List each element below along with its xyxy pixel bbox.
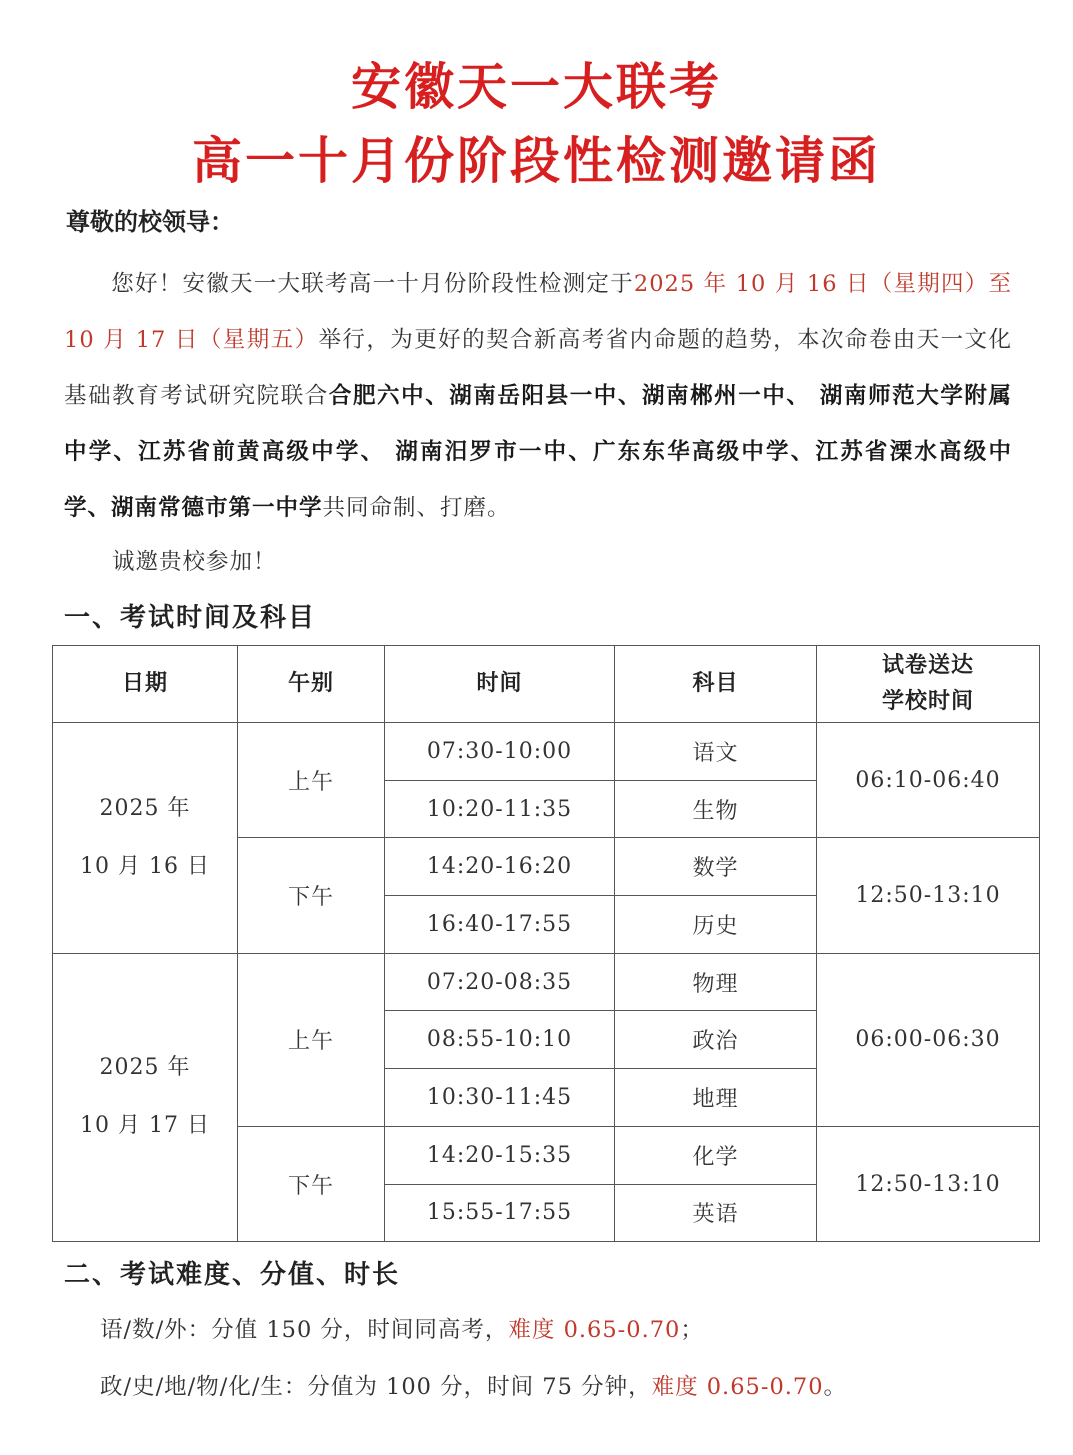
exam-time: 15:55-17:55 [385, 1184, 615, 1242]
day1-am: 上午 [238, 723, 385, 838]
table-row [53, 723, 1040, 781]
exam-subject: 生物 [615, 780, 817, 838]
salutation: 尊敬的校领导： [66, 208, 234, 236]
day2-pm: 下午 [238, 1126, 385, 1241]
exam-time: 10:20-11:35 [385, 780, 615, 838]
intro-text-3: 共同命制、打磨。 [322, 495, 511, 521]
exam-subject: 英语 [615, 1184, 817, 1242]
day2-date [53, 953, 238, 1241]
title-line-2: 高一十月份阶段性检测邀请函 [192, 132, 881, 190]
exam-schedule-table [52, 645, 1040, 1242]
header-delivery [817, 646, 1040, 723]
other-subjects-line [100, 1367, 847, 1407]
section-1-heading: 一、考试时间及科目 [64, 603, 317, 633]
other-subjects-difficulty: 难度 0.65-0.70 [651, 1374, 824, 1400]
day2-am-delivery: 06:00-06:30 [817, 953, 1040, 1126]
main-subjects-text: 语/数/外：分值 150 分，时间同高考， [100, 1317, 509, 1343]
exam-time: 14:20-16:20 [385, 838, 615, 896]
exam-subject: 语文 [615, 723, 817, 781]
partner-schools: 合肥六中、湖南岳阳县一中、湖南郴州一中、 湖南师范大学附属中学、江苏省前黄高级中学、 湖南汨罗市一中、广东东华高级中学、江苏省溧水高级中学、湖南常德市第一中学 [64, 383, 1012, 521]
header-time: 时间 [385, 646, 615, 723]
main-subjects-line [100, 1310, 704, 1350]
day1-pm: 下午 [238, 838, 385, 953]
day2-am: 上午 [238, 953, 385, 1126]
table-header-row [53, 646, 1040, 723]
header-delivery-line-2: 学校时间 [881, 689, 974, 714]
day1-date-day: 10 月 16 日 [80, 853, 210, 879]
intro-text-1: 您好！安徽天一大联考高一十月份阶段性检测定于 [111, 271, 634, 297]
exam-subject: 物理 [615, 953, 817, 1011]
exam-subject: 地理 [615, 1069, 817, 1127]
other-subjects-text: 政/史/地/物/化/生：分值为 100 分，时间 75 分钟， [100, 1374, 652, 1400]
day1-pm-delivery: 12:50-13:10 [817, 838, 1040, 953]
exam-time: 14:20-15:35 [385, 1126, 615, 1184]
intro-paragraph [64, 256, 1012, 536]
day2-date-day: 10 月 17 日 [80, 1113, 210, 1139]
header-subject: 科目 [615, 646, 817, 723]
exam-date-range: 2025 年 10 月 16 日（星期四）至 10 月 17 日（星期五） [64, 271, 1012, 353]
day1-date [53, 723, 238, 954]
header-period: 午别 [238, 646, 385, 723]
exam-time: 16:40-17:55 [385, 896, 615, 954]
title-line-1: 安徽天一大联考 [351, 58, 722, 116]
exam-subject: 政治 [615, 1011, 817, 1069]
exam-subject: 化学 [615, 1126, 817, 1184]
section-2-heading: 二、考试难度、分值、时长 [64, 1260, 401, 1290]
day1-am-delivery: 06:10-06:40 [817, 723, 1040, 838]
intro-text-2: 举行，为更好的契合新高考省内命题的趋势，本次命卷由天一文化基础教育考试研究院联合 [64, 327, 1012, 409]
exam-time: 07:30-10:00 [385, 723, 615, 781]
table-row [53, 953, 1040, 1011]
header-date: 日期 [53, 646, 238, 723]
main-subjects-difficulty: 难度 0.65-0.70 [508, 1317, 681, 1343]
main-subjects-end: ； [680, 1317, 704, 1343]
exam-time: 07:20-08:35 [385, 953, 615, 1011]
exam-time: 08:55-10:10 [385, 1011, 615, 1069]
header-delivery-line-1: 试卷送达 [881, 653, 974, 678]
other-subjects-end: 。 [823, 1374, 848, 1400]
day2-date-year: 2025 年 [99, 1055, 191, 1081]
exam-time: 10:30-11:45 [385, 1069, 615, 1127]
day1-date-year: 2025 年 [99, 795, 191, 821]
invitation-line: 诚邀贵校参加！ [112, 549, 277, 575]
exam-subject: 数学 [615, 838, 817, 896]
exam-subject: 历史 [615, 896, 817, 954]
day2-pm-delivery: 12:50-13:10 [817, 1126, 1040, 1241]
